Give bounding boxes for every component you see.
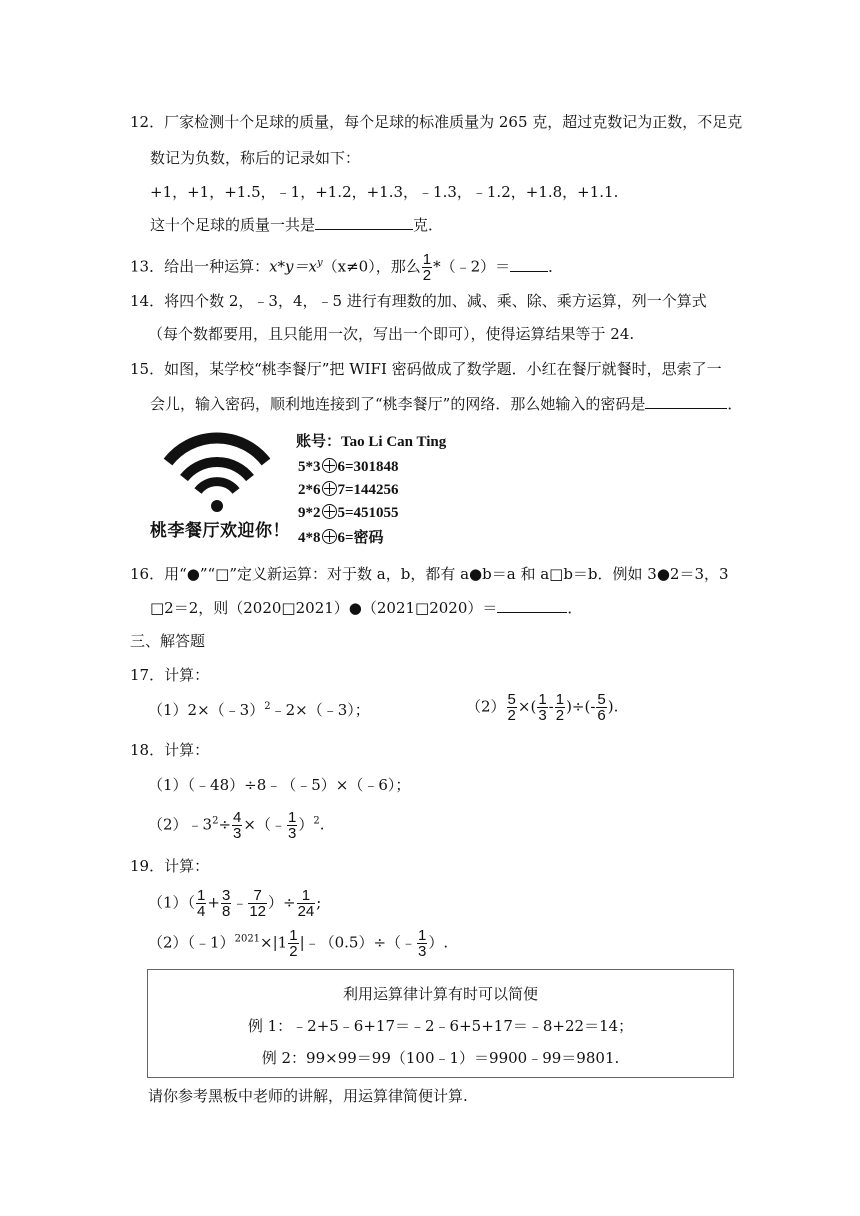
q18-title: 18．计算：: [130, 741, 210, 759]
blackboard-example-1: 例 1：﹣2+5﹣6+17＝﹣2﹣6+5+17＝﹣8+22＝14；: [247, 1017, 634, 1035]
wifi-icon: [160, 428, 280, 518]
q17-title: 17．计算：: [130, 666, 210, 684]
q12-line1: 12．厂家检测十个足球的质量，每个足球的标准质量为 265 克，超过克数记为正数，不足克: [130, 113, 743, 131]
q19-title: 19．计算：: [130, 857, 210, 875]
oplus-icon: [322, 481, 337, 496]
q12-question: 这十个足球的质量一共是 克．: [150, 216, 444, 234]
q18-part2: $(2)﹣3^2\div$ $\frac{4}{3}$ ×（﹣ $\frac{1}{3}$ ）$^2$.: [148, 809, 325, 842]
answer-blank[interactable]: [645, 394, 727, 409]
answer-blank[interactable]: [510, 257, 548, 272]
q16-line1: 16．用“●”“□”定义新运算：对于数 a，b，都有 a●b＝a 和 a□b＝b．例如 3●2＝3，3: [130, 565, 729, 583]
q14-line2: （每个数都要用，且只能用一次，写出一个即可），使得运算结果等于 24.: [148, 325, 635, 343]
q18-part1: （1）（﹣48）÷8﹣（﹣5）×（﹣6）；: [148, 776, 411, 794]
q13-line: 13．给出一种运算：$x*y=x^y(x\ne 0)$，那么 $\frac{1}{2}$ *（﹣2）＝ ．: [130, 251, 564, 284]
blackboard-title: 利用运算律计算有时可以简便: [342, 985, 538, 1003]
section-heading: 三、解答题: [130, 632, 206, 650]
oplus-icon: [322, 458, 337, 473]
blackboard-example-2: 例 2：99×99＝99（100﹣1）＝9900﹣99＝9801.: [261, 1049, 620, 1067]
answer-blank[interactable]: [315, 215, 413, 230]
oplus-icon: [322, 529, 337, 544]
q12-line2: 数记为负数，称后的记录如下：: [150, 149, 361, 167]
code-row-1: 5*3 6=301848: [298, 459, 399, 475]
q15-line2: 会儿，输入密码，顺利地连接到了“桃李餐厅”的网络．那么她输入的密码是 ．: [150, 395, 743, 413]
q16-line2: □2＝2，则（2020□2021）●（2021□2020）＝ ．: [150, 599, 583, 617]
q17-part1: （1）2×（﹣3）$^2$﹣2×（﹣3）；: [148, 701, 370, 719]
q12-data: +1，+1，+1.5，﹣1，+1.2，+1.3，﹣1.3，﹣1.2，+1.8，+1.1.: [150, 183, 619, 201]
oplus-icon: [322, 504, 337, 519]
code-row-4: 4*8 6=密码: [298, 530, 384, 546]
q14-line1: 14．将四个数 2，﹣3，4，﹣5 进行有理数的加、减、乘、除、乘方运算，列一个算式: [130, 292, 707, 310]
code-row-3: 9*2 5=451055: [298, 505, 399, 521]
q19-part2: （2）（﹣1）$^{2021}$×|1 $\frac{1}{2}$ |﹣（0.5）÷（﹣ $\frac{1}{3}$ ）.: [148, 927, 449, 960]
wifi-caption: 桃李餐厅欢迎你！: [150, 521, 290, 541]
code-row-2: 2*6 7=144256: [298, 482, 399, 498]
answer-blank[interactable]: [497, 598, 567, 613]
fraction: $\frac{1}{2}$: [422, 251, 432, 284]
blackboard-box: [147, 969, 734, 1078]
wifi-figure: [146, 428, 456, 548]
q17-part2: （2） $\frac{5}{2}$ ×( $\frac{1}{3}$ - $\frac{1}{2}$ )÷(- $\frac{5}{6}$ ).: [466, 691, 619, 724]
q15-line1: 15．如图，某学校“桃李餐厅”把 WIFI 密码做成了数学题．小红在餐厅就餐时，思索了一: [130, 360, 722, 378]
instruction-text: 请你参考黑板中老师的讲解，用运算律简便计算.: [148, 1087, 468, 1105]
q19-part1: （1）（ $\frac{1}{4}$ + $\frac{3}{8}$ ﹣ $\frac{7}{12}$ ）÷ $\frac{1}{24}$ ;: [148, 887, 322, 920]
account-line: 账号：Tao Li Can Ting: [296, 432, 447, 450]
